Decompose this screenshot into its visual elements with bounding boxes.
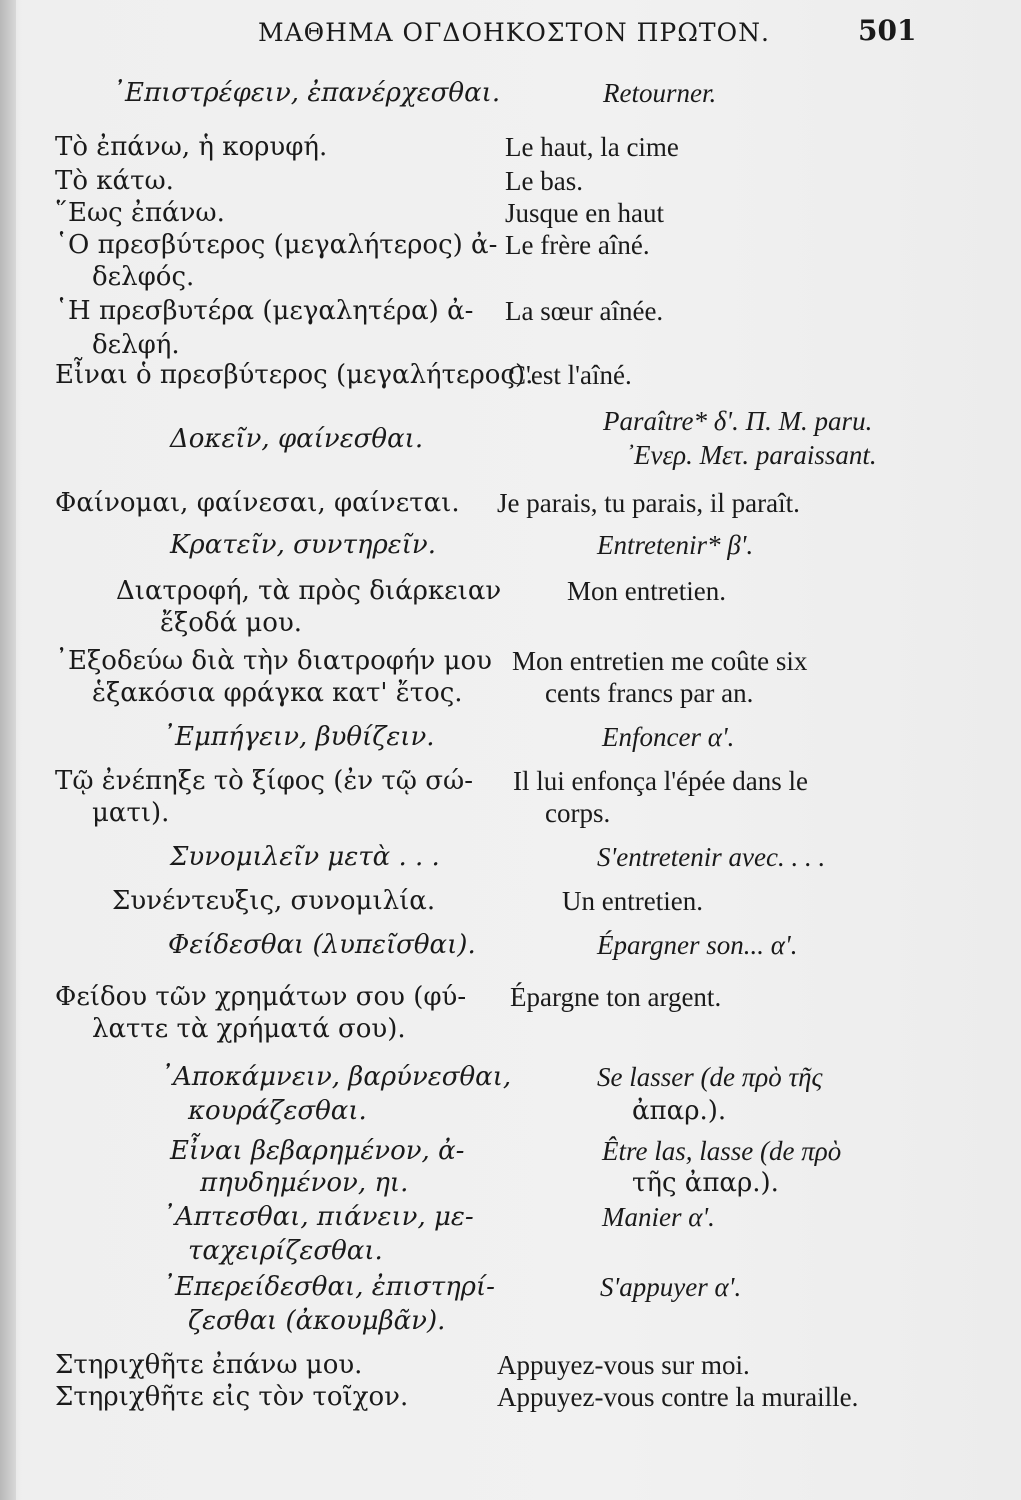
french-text-line: Un entretien. (562, 886, 703, 916)
greek-text-line: ματι). (92, 798, 170, 828)
greek-text-line: λαττε τὰ χρήματά σου). (92, 1014, 406, 1044)
greek-text-line: Συνέντευξις, συνομιλία. (112, 886, 436, 916)
greek-text-line: ταχειρίζεσθαι. (188, 1236, 383, 1266)
greek-text-line: ᾽Εξοδεύω διὰ τὴν διατροφήν μου (55, 646, 492, 676)
french-text-line: Entretenir* β'. (597, 530, 754, 560)
greek-text-line: ᾽Εμπήγειν, βυθίζειν. (162, 722, 435, 752)
greek-text-line: Κρατεῖν, συντηρεῖν. (170, 530, 436, 560)
french-text-line: S'appuyer α'. (600, 1272, 742, 1302)
greek-text-line: Εἶναι βεβαρημένον, ἀ- (170, 1136, 465, 1166)
greek-text-line: ἔξοδά μου. (160, 608, 303, 638)
greek-text-line: πηυδημένον, ηι. (200, 1168, 409, 1198)
french-text-line: corps. (545, 798, 611, 828)
greek-text-line: Τὸ κάτω. (55, 166, 174, 196)
french-text-line: Se lasser (de πρὸ τῆς (597, 1062, 823, 1092)
french-text-line: Épargner son... α'. (597, 930, 798, 960)
french-text-line: Jusque en haut (505, 198, 664, 228)
greek-text-line: Δοκεῖν, φαίνεσθαι. (170, 424, 424, 454)
greek-text-line: δελφή. (92, 330, 180, 360)
greek-text-line: Φαίνομαι, φαίνεσαι, φαίνεται. (55, 488, 460, 518)
greek-text-line: ᾽Απτεσθαι, πιάνειν, με- (162, 1202, 474, 1232)
greek-text-line: Φείδεσθαι (λυπεῖσθαι). (168, 930, 476, 960)
greek-text-line: ἑξακόσια φράγκα κατ' ἔτος. (92, 678, 463, 708)
french-text-line: S'entretenir avec. . . . (597, 842, 826, 872)
greek-text-line: ῾Η πρεσβυτέρα (μεγαλητέρα) ἀ- (55, 296, 474, 326)
french-text-line: Être las, lasse (de πρὸ (602, 1136, 842, 1166)
greek-text-line: Εἶναι ὁ πρεσβύτερος (μεγαλήτερος). (55, 360, 534, 390)
french-text-line: Je parais, tu parais, il paraît. (497, 488, 800, 518)
french-text-line: Manier α'. (602, 1202, 715, 1232)
greek-text-line: ῾Ο πρεσβύτερος (μεγαλήτερος) ἀ- (55, 230, 498, 260)
french-text-line: Mon entretien me coûte six (512, 646, 808, 676)
greek-text-line: Στηριχθῆτε εἰς τὸν τοῖχον. (55, 1382, 409, 1412)
french-text-line: Le frère aîné. (505, 230, 650, 260)
greek-text-line: κουράζεσθαι. (188, 1096, 367, 1126)
greek-text-line: ζεσθαι (ἀκουμβᾶν). (188, 1306, 446, 1336)
page-binding-edge (0, 0, 16, 1500)
greek-text-line: Τῷ ἐνέπηξε τὸ ξίφος (ἐν τῷ σώ- (55, 766, 474, 796)
running-header-title: ΜΑΘΗΜΑ ΟΓΔΟΗΚΟΣΤΟΝ ΠΡΩΤΟΝ. (258, 18, 770, 47)
greek-text-line: ᾽Επερείδεσθαι, ἐπιστηρί- (162, 1272, 495, 1302)
greek-text-line: ᾽Επιστρέφειν, ἐπανέρχεσθαι. (112, 78, 501, 108)
french-text-line: Le haut, la cime (505, 132, 679, 162)
greek-text-line: ῞Εως ἐπάνω. (55, 198, 225, 228)
greek-text-line: δελφός. (92, 262, 195, 292)
greek-text-line: ᾽Αποκάμνειν, βαρύνεσθαι, (160, 1062, 512, 1092)
french-text-line: Enfoncer α'. (602, 722, 735, 752)
page-number: 501 (858, 14, 917, 47)
greek-text-line: Στηριχθῆτε ἐπάνω μου. (55, 1350, 363, 1380)
french-text-line: La sœur aînée. (505, 296, 664, 326)
greek-text-line: τῆς ἀπαρ.). (632, 1168, 779, 1198)
french-text-line: cents francs par an. (545, 678, 754, 708)
french-text-line: Il lui enfonça l'épée dans le (513, 766, 808, 796)
greek-text-line: ἀπαρ.). (632, 1096, 727, 1126)
french-text-line: ᾽Ενερ. Μετ. paraissant. (625, 440, 877, 470)
french-text-line: Appuyez-vous sur moi. (497, 1350, 750, 1380)
french-text-line: Paraître* δ'. Π. Μ. paru. (603, 406, 873, 436)
greek-text-line: Συνομιλεῖν μετὰ . . . (170, 842, 440, 872)
french-text-line: Le bas. (505, 166, 583, 196)
greek-text-line: Τὸ ἐπάνω, ἡ κορυφή. (55, 132, 328, 162)
french-text-line: Épargne ton argent. (510, 982, 722, 1012)
french-text-line: Mon entretien. (567, 576, 726, 606)
french-text-line: Retourner. (603, 78, 717, 108)
greek-text-line: Διατροφή, τὰ πρὸς διάρκειαν (116, 576, 502, 606)
greek-text-line: Φείδου τῶν χρημάτων σου (φύ- (55, 982, 467, 1012)
french-text-line: Appuyez-vous contre la muraille. (497, 1382, 859, 1412)
french-text-line: C'est l'aîné. (508, 360, 632, 390)
